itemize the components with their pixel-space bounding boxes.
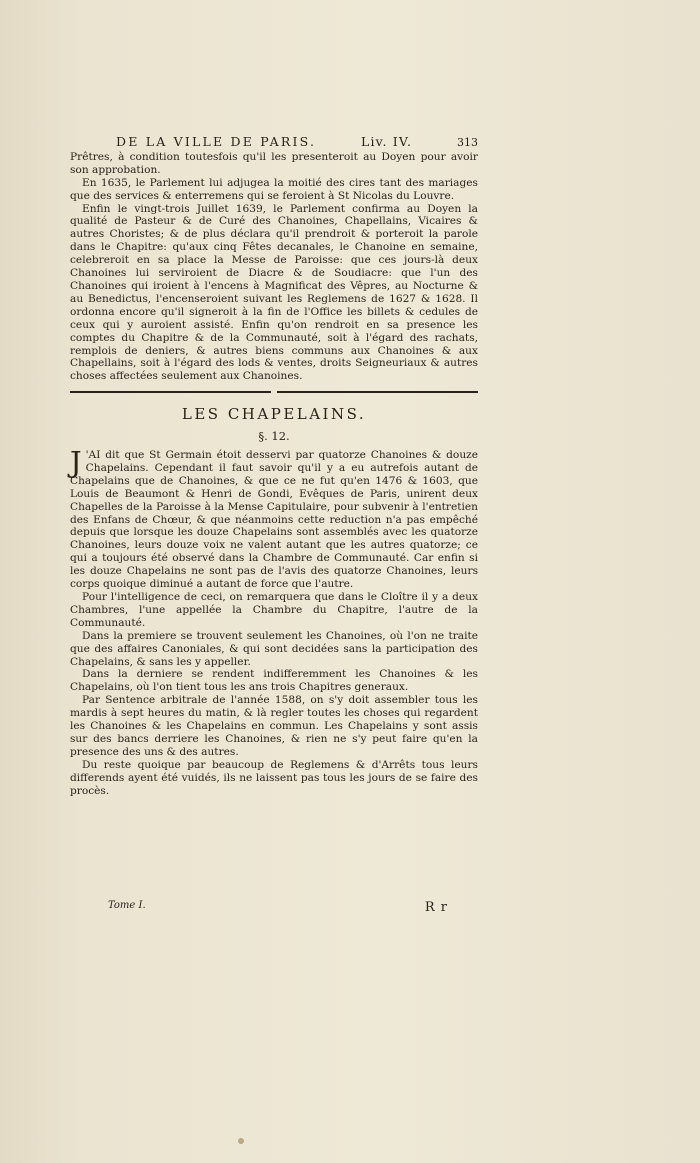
paragraph: Dans la premiere se trouvent seulement les Chanoines, où l'on ne traite que des affaires Canoniales, & qui sont decidées sans la participation des Chapelains, & sans les y appeller.	[70, 629, 478, 668]
divider-rule-right	[277, 391, 478, 393]
paragraph: Prêtres, à condition toutesfois qu'il les presenteroit au Doyen pour avoir son approbation.	[70, 150, 478, 176]
page-footer	[108, 900, 448, 915]
running-head-title: DE LA VILLE DE PARIS.	[116, 134, 317, 149]
section-divider	[70, 391, 478, 393]
paragraph: Enfin le vingt-trois Juillet 1639, le Parlement confirma au Doyen la qualité de Pasteur & de Curé des Chanoines, Chapellains, Vicaires & autres Choristes; & de plus déclara qu'il prendroit & porteroit la parole dans le Chapitre: qu'aux cinq Fêtes decanales, le Chanoine en semaine, celebreroit en sa place la Messe de Paroisse: que ces jours-là deux Chanoines lui serviroient de Diacre & de Soudiacre: que l'un des Chanoines qui iroient à l'encens à Magnificat des Vêpres, au Nocturne & au Benedictus, l'encenseroient suivant les Reglemens de 1627 & 1628. Il ordonna encore qu'il signeroit à la fin de l'Office les billets & cedules de ceux qui y auroient assisté. Enfin qu'on rendroit en sa presence les comptes du Chapitre & de la Communauté, soit à l'égard des rachats, remplois de deniers, & autres biens communs aux Chanoines & aux Chapellains, soit à l'égard des lods & ventes, droits Seigneuriaux & autres choses affectées seulement aux Chanoines.	[70, 202, 478, 383]
volume-label: Tome I.	[108, 900, 146, 911]
text-block	[70, 136, 478, 798]
paragraph: Par Sentence arbitrale de l'année 1588, on s'y doit assembler tous les mardis à sept heures du matin, & là regler toutes les choses qui regardent les Chanoines & les Chapelains en commun. Les Chapelains y sont assis sur des bancs derriere les Chanoines, & rien ne s'y peut faire qu'en la presence des uns & des autres.	[70, 694, 478, 758]
paper-blemish	[238, 1138, 244, 1144]
paragraph: Pour l'intelligence de ceci, on remarquera que dans le Cloître il y a deux Chambres, l'une appellée la Chambre du Chapitre, l'autre de la Communauté.	[70, 591, 478, 629]
first-paragraph	[70, 445, 478, 591]
drop-cap: J	[70, 445, 82, 480]
divider-rule-left	[70, 391, 271, 393]
running-head-book: Liv. IV.	[360, 134, 413, 149]
paragraph: Dans la derniere se rendent indifferemment les Chanoines & les Chapelains, où l'on tient tous les ans trois Chapitres generaux.	[70, 668, 478, 694]
section-title: LES CHAPELAINS.	[181, 405, 367, 424]
running-head	[70, 136, 478, 150]
paragraph: En 1635, le Parlement lui adjugea la moitié des cires tant des mariages que des services & enterremens qui se feroient à St Nicolas du Louvre.	[70, 176, 478, 202]
section-number: §. 12.	[258, 429, 290, 444]
paragraph: Du reste quoique par beaucoup de Reglemens & d'Arrêts tous leurs differends ayent été vuidés, ils ne laissent pas tous les jours de se faire des procès.	[70, 758, 478, 797]
first-paragraph-text: 'AI dit que St Germain étoit desservi par quatorze Chanoines & douze Chapelains. Cependant il faut savoir qu'il y a eu autrefois autant de Chapelains que de Chanoines, & que ce ne fut qu'en 1476 & 1603, que Louis de Beaumont & Henri de Gondi, Evêques de Paris, unirent deux Chapelles de la Paroisse à la Mense Capitulaire, pour subvenir à l'entretien des Enfans de Chœur, & que néanmoins cette reduction n'a pas empêché depuis que lorsque les douze Chapelains sont assemblés avec les quatorze Chanoines, leurs douze voix ne valent autant que les autres quatorze; ce qui a toujours été observé dans la Chambre de Communauté. Car enfin si les douze Chapelains ne sont pas de l'avis des quatorze Chanoines, leurs corps quoique diminué a autant de force que l'autre.	[70, 449, 478, 591]
signature-mark: R r	[424, 900, 448, 915]
page-number: 313	[456, 136, 478, 149]
